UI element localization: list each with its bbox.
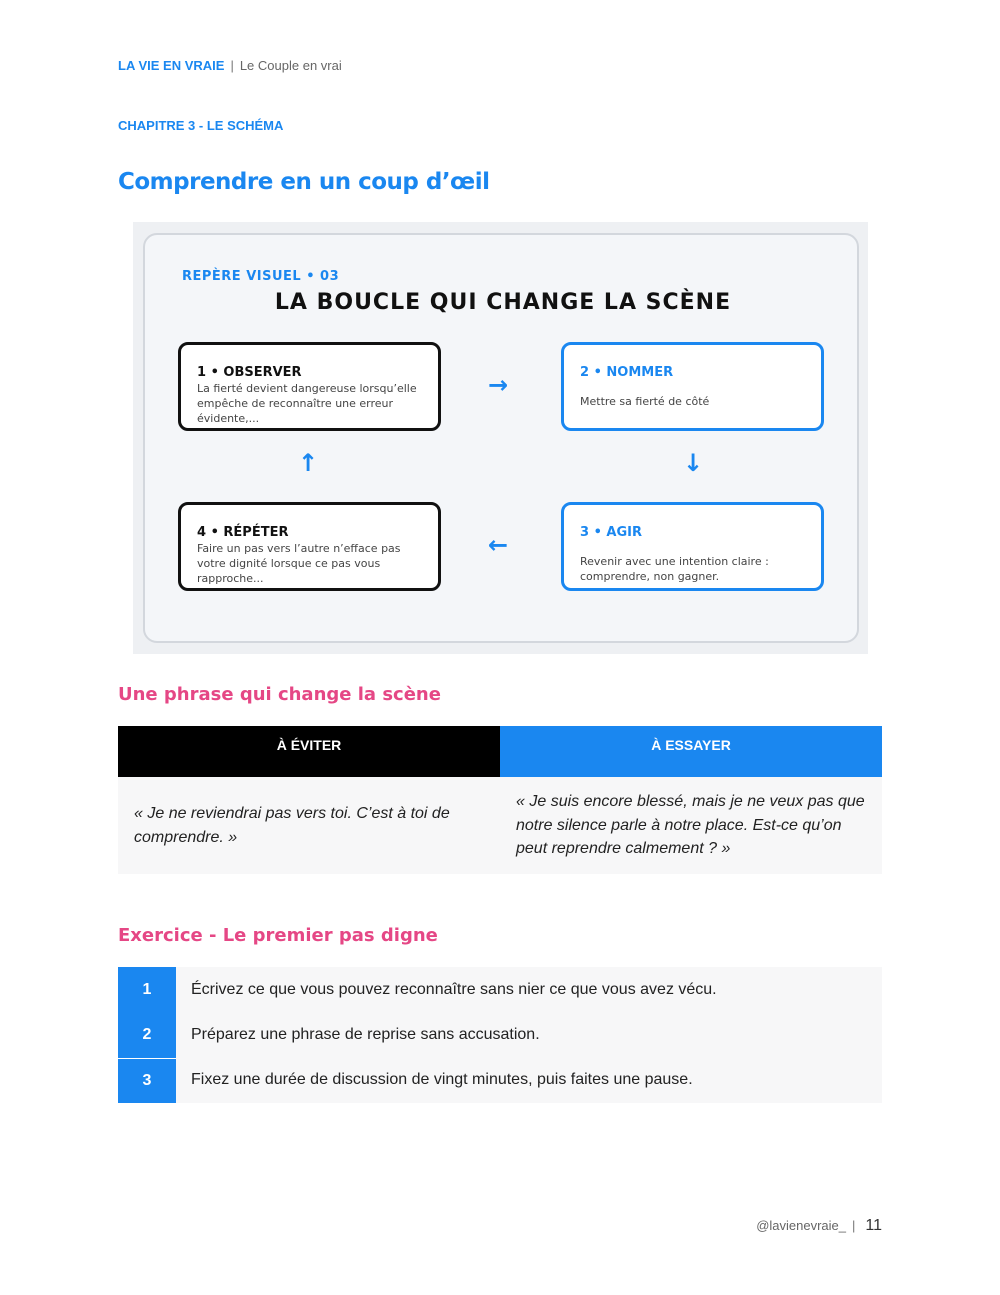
item-text: Préparez une phrase de reprise sans accusation. (191, 1025, 540, 1043)
item-number: 3 (118, 1058, 176, 1103)
list-item (118, 1012, 882, 1057)
item-number: 2 (118, 1012, 176, 1057)
item-text: Fixez une durée de discussion de vingt minutes, puis faites une pause. (191, 1071, 693, 1089)
page-number: 11 (865, 1217, 882, 1234)
social-handle: @lavienevraie_ (756, 1218, 846, 1233)
running-header (118, 58, 342, 73)
step-line: rapproche... (197, 572, 264, 585)
try-header: À ESSAYER (500, 726, 882, 777)
step-description (580, 394, 805, 409)
chapter-label: CHAPITRE 3 - LE SCHÉMA (118, 118, 284, 133)
step-title: 1 • OBSERVER (197, 365, 302, 380)
avoid-header: À ÉVITER (118, 726, 500, 777)
step-line: Revenir avec une intention claire : (580, 555, 769, 568)
figure-title: LA BOUCLE QUI CHANGE LA SCÈNE (274, 290, 732, 315)
comparison-table (118, 726, 882, 874)
step-agir (561, 502, 824, 591)
step-description (197, 381, 422, 426)
comparison-header (118, 726, 882, 777)
item-text: Écrivez ce que vous pouvez reconnaître sans nier ce que vous avez vécu. (191, 980, 717, 998)
book-subtitle: Le Couple en vrai (239, 58, 342, 73)
arrow-up-icon: ↑ (298, 449, 319, 477)
step-title: 3 • AGIR (580, 525, 642, 540)
step-line: empêche de reconnaître une erreur (197, 397, 394, 410)
exercise-list (118, 967, 882, 1103)
list-item (118, 967, 882, 1012)
page-title: Comprendre en un coup d’œil (118, 169, 490, 195)
arrow-down-icon: ↓ (683, 449, 704, 477)
step-repeter (178, 502, 441, 591)
step-title: 4 • RÉPÉTER (197, 525, 289, 540)
arrow-left-icon: ← (488, 531, 509, 559)
step-observer (178, 342, 441, 431)
comparison-row (118, 777, 882, 874)
figure-card (143, 233, 859, 643)
footer-separator: | (852, 1218, 856, 1233)
step-nommer (561, 342, 824, 431)
phrase-section-title: Une phrase qui change la scène (118, 684, 441, 705)
arrow-right-icon: → (488, 371, 509, 399)
exercise-title: Exercice - Le premier pas digne (118, 925, 438, 946)
visual-figure (133, 222, 868, 654)
step-title: 2 • NOMMER (580, 365, 674, 380)
item-number: 1 (118, 967, 176, 1012)
header-separator: | (230, 58, 234, 73)
page-footer (756, 1217, 882, 1235)
avoid-text: « Je ne reviendrai pas vers toi. C’est à toi de comprendre. » (134, 805, 450, 846)
step-description (580, 554, 805, 584)
try-text: « Je suis encore blessé, mais je ne veux pas que notre silence parle à notre place. Est-ce qu’on peut reprendre calmement ? » (516, 793, 865, 858)
step-line: votre dignité lorsque ce pas vous (197, 557, 381, 570)
step-line: Faire un pas vers l’autre n’efface pas (197, 542, 401, 555)
list-item (118, 1058, 882, 1103)
step-line: La fierté devient dangereuse lorsqu’elle (197, 382, 417, 395)
brand-name: LA VIE EN VRAIE (118, 58, 225, 73)
step-line: Mettre sa fierté de côté (580, 395, 710, 408)
step-line: comprendre, non gagner. (580, 570, 720, 583)
step-line: évidente,... (197, 412, 260, 425)
figure-kicker: REPÈRE VISUEL • 03 (182, 269, 340, 284)
step-description (197, 541, 422, 586)
